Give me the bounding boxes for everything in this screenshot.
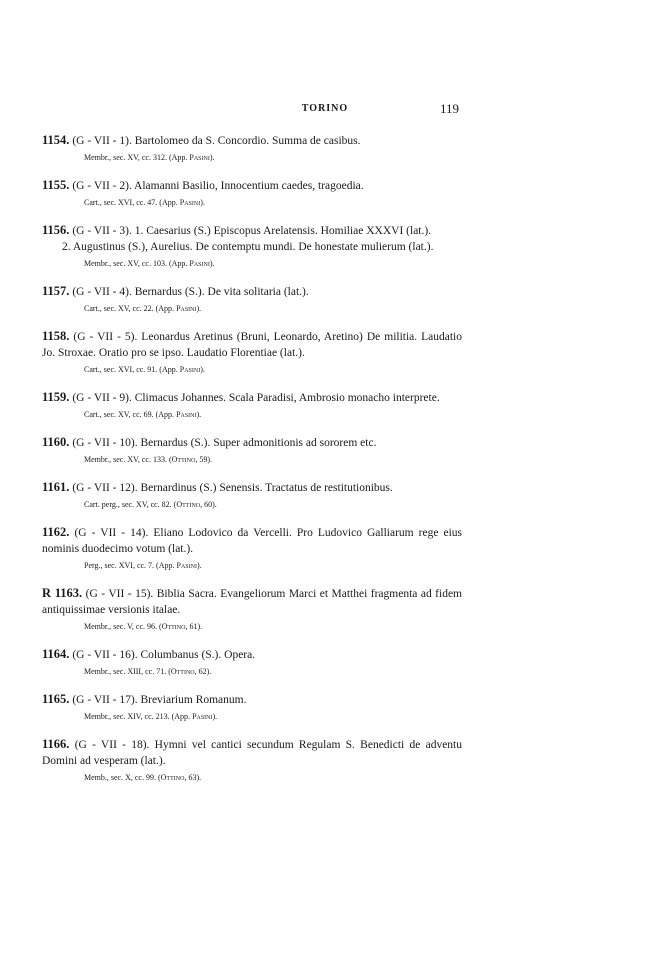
entry-description: (G - VII - 4). Bernardus (S.). De vita solitaria (lat.). [72, 286, 309, 298]
entry-meta: Membr., sec. XV, cc. 312. (App. Pasini). [84, 153, 215, 162]
catalog-entry [42, 479, 462, 511]
entry-text [42, 691, 462, 708]
page-number: 119 [440, 101, 460, 116]
entry-description: (G - VII - 9). Climacus Johannes. Scala Paradisi, Ambrosio monacho interprete. [72, 392, 440, 404]
entry-number: 1162. [42, 525, 70, 539]
catalog-entry [42, 328, 462, 376]
entry-number: 1156. [42, 223, 70, 237]
page-header-title: TORINO [301, 103, 349, 114]
entry-text [42, 524, 462, 557]
entry-description: (G - VII - 5). Leonardus Aretinus (Bruni, Leonardo, Aretino) De militia. Laudatio Jo. Stroxae. Oratio pro se ipso. Laudatio Florentiae (lat.). [42, 331, 463, 359]
entry-number: 1161. [42, 480, 70, 494]
entry-number: 1160. [42, 435, 70, 449]
entry-text [42, 585, 462, 618]
entry-number: 1159. [42, 390, 70, 404]
entry-meta: Cart., sec. XVI, cc. 91. (App. Pasini). [84, 365, 205, 374]
catalog-entry [42, 736, 462, 784]
entry-text [42, 222, 462, 239]
entry-number: 1165. [42, 692, 70, 706]
entry-text [42, 479, 462, 496]
entry-meta: Perg., sec. XVI, cc. 7. (App. Pasini). [84, 561, 202, 570]
entry-description: (G - VII - 15). Biblia Sacra. Evangeliorum Marci et Matthei fragmenta ad fidem antiquissimae versionis italae. [42, 588, 462, 616]
entry-description: (G - VII - 1). Bartolomeo da S. Concordio. Summa de casibus. [72, 135, 361, 147]
entry-description: (G - VII - 18). Hymni vel cantici secundum Regulam S. Benedicti de adventu Domini ad vesperam (lat.). [42, 739, 462, 767]
entry-text [42, 434, 462, 451]
entry-number: 1154. [42, 133, 70, 147]
entry-number: 1157. [42, 284, 70, 298]
entry-continuation: 2. Augustinus (S.), Aurelius. De contemptu mundi. De honestate mulierum (lat.). [62, 241, 434, 253]
entry-number: R 1163. [42, 586, 83, 600]
catalog-entry [42, 222, 462, 270]
entry-description: (G - VII - 3). 1. Caesarius (S.) Episcopus Arelatensis. Homiliae XXXVI (lat.). [72, 225, 432, 237]
catalog-entry [42, 646, 462, 678]
entry-meta: Membr., sec. V, cc. 96. (Ottino, 61). [84, 622, 203, 631]
entry-meta: Membr., sec. XIII, cc. 71. (Ottino, 62). [84, 667, 212, 676]
entry-description: (G - VII - 12). Bernardinus (S.) Senensis. Tractatus de restitutionibus. [72, 482, 393, 494]
catalog-entry [42, 524, 462, 572]
entry-number: 1155. [42, 178, 70, 192]
entry-meta: Cart. perg., sec. XV, cc. 82. (Ottino, 60). [84, 500, 217, 509]
entry-text [42, 389, 462, 406]
catalog-entries [42, 132, 462, 784]
entry-meta: Cart., sec. XV, cc. 22. (App. Pasini). [84, 304, 202, 313]
entry-meta: Cart., sec. XV, cc. 69. (App. Pasini). [84, 410, 202, 419]
entry-text [42, 177, 462, 194]
entry-description: (G - VII - 14). Eliano Lodovico da Vercelli. Pro Ludovico Galliarum rege eius nominis duodecimo votum (lat.). [42, 527, 462, 555]
entry-description: (G - VII - 10). Bernardus (S.). Super admonitionis ad sororem etc. [72, 437, 377, 449]
catalog-entry [42, 585, 462, 633]
entry-text [42, 736, 462, 769]
entry-text [42, 132, 462, 149]
entry-number: 1158. [42, 329, 70, 343]
entry-description: (G - VII - 2). Alamanni Basilio, Innocentium caedes, tragoedia. [72, 180, 364, 192]
entry-meta: Cart., sec. XVI, cc. 47. (App. Pasini). [84, 198, 205, 207]
entry-meta: Membr., sec. XV, cc. 133. (Ottino, 59). [84, 455, 213, 464]
catalog-entry [42, 434, 462, 466]
entry-meta: Membr., sec. XIV, cc. 213. (App. Pasini). [84, 712, 218, 721]
catalog-entry [42, 389, 462, 421]
entry-meta: Membr., sec. XV, cc. 103. (App. Pasini). [84, 259, 215, 268]
catalog-entry [42, 691, 462, 723]
entry-description: (G - VII - 16). Columbanus (S.). Opera. [72, 649, 256, 661]
entry-description: (G - VII - 17). Breviarium Romanum. [72, 694, 247, 706]
entry-number: 1166. [42, 737, 70, 751]
entry-text [42, 328, 462, 361]
entry-number: 1164. [42, 647, 70, 661]
entry-text [42, 283, 462, 300]
catalog-entry [42, 177, 462, 209]
catalog-entry [42, 132, 462, 164]
entry-meta: Memb., sec. X, cc. 99. (Ottino, 63). [84, 773, 202, 782]
entry-text [42, 646, 462, 663]
catalog-entry [42, 283, 462, 315]
